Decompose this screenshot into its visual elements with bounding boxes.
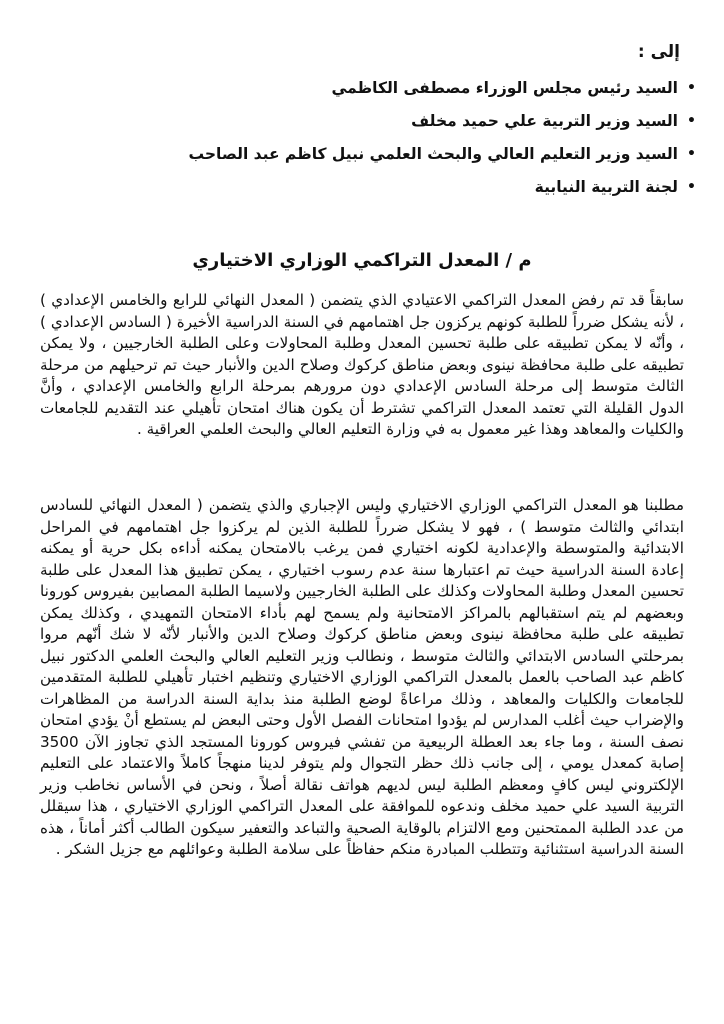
body-paragraph-2: مطلبنا هو المعدل التراكمي الوزاري الاختياري وليس الإجباري والذي يتضمن ( المعدل النهائي للسادس ابتدائي والثالث متوسط ) ، فهو لا يشكل ضرراً للطلبة الذين لم يركزوا جل اهتمامهم في المراحل الابتدائية والمتوسطة والإعدادية لكونه اختياري فمن يرغب بالامتحان يمكنه أداءه بكل حرية أو يمكنه إعادة السنة الدراسية حيث تم اعتبارها سنة عدم رسوب اختياري ، يمكن تطبيق هذا المعدل على طلبة تحسين المعدل وطلبة المحاولات وكذلك على الطلبة الخارجيين ولاسيما الطلبة المصابين بفيروس كورونا وبعضهم لم يتم استقبالهم بالمراكز الامتحانية ولم يسمح لهم بأداء الامتحان التمهيدي ، وكذلك يمكن تطبيقه على طلبة محافظة نينوى وبعض مناطق كركوك وصلاح الدين والأنبار لأنّه لا شك أنّهم مروا بمرحلتي السادس الابتدائي والثالث متوسط ، ونطالب وزير التعليم العالي والبحث العلمي الدكتور نبيل كاظم عبد الصاحب بالعمل بالمعدل التراكمي الوزاري الاختياري وتنظيم اختبار تأهيلي للطلبة المتقدمين للجامعات والكليات والمعاهد ، وذلك مراعاةً لوضع الطلبة منذ بداية السنة الدراسة من المظاهرات والإضراب حيث أغلب المدارس لم يؤدوا امتحانات الفصل الأول وحتى البعض لم يستطع أنْ يؤدي امتحان نصف السنة ، وما جاء بعد العطلة الربيعية من تفشي فيروس كورونا المستجد الذي تجاوز الآن 3500 إصابة كمعدل يومي ، إلى جانب ذلك حظر التجوال ولم يتوفر لدينا منهجاً كاملاً والاعتماد على التعليم الإلكتروني ليس كافٍ ومعظم الطلبة ليس لديهم هواتف نقالة أصلاً ، ونحن في الأساس نخاطب وزير التربية السيد علي حميد مخلف وندعوه للموافقة على المعدل التراكمي الوزاري الاختياري ، هذا سيقلل من عدد الطلبة الممتحنين ومع الالتزام بالوقاية الصحية والتباعد والتعفير سيكون الطالب أكثر أماناً ، هذه السنة الدراسية استثنائية وتتطلب المبادرة منكم حفاظاً على سلامة الطلبة وعوائلهم مع جزيل الشكر . xyxy=(40,496,684,858)
bullet-icon: • xyxy=(687,146,696,162)
body-paragraph-1: سابقاً قد تم رفض المعدل التراكمي الاعتيادي الذي يتضمن ( المعدل النهائي للرابع والخامس الإعدادي ) ، لأنه يشكل ضرراً للطلبة كونهم يركزون جل اهتمامهم في السنة الدراسية الأخيرة ( السادس الإعدادي ) ، وأنّه لا يمكن تطبيقه على طلبة تحسين المعدل وطلبة المحاولات وعلى الطلبة الخارجيين ، ولا يمكن تطبيقه على طلبة محافظة نينوى وبعض مناطق كركوك وصلاح الدين والأنبار حيث تم ترحيلهم من مرحلة الثالث متوسط إلى مرحلة السادس الإعدادي دون مرورهم بمرحلة الرابع والخامس الإعدادي ، وأنَّ الدول القليلة التي تعتمد المعدل التراكمي تشترط أن يكون هناك امتحان تأهيلي عند التقديم للجامعات والكليات والمعاهد وهذا غير معمول به في وزارة التعليم العالي والبحث العلمي العراقية . xyxy=(40,291,684,438)
recipient-item xyxy=(188,72,696,105)
addressee-heading: إلى : xyxy=(637,42,680,62)
bullet-icon: • xyxy=(687,80,696,96)
recipient-item xyxy=(188,171,696,204)
recipient-name: لجنة التربية النيابية xyxy=(534,178,678,196)
bullet-icon: • xyxy=(687,179,696,195)
recipient-item xyxy=(188,105,696,138)
subject-line: م / المعدل التراكمي الوزاري الاختياري xyxy=(192,250,532,271)
recipient-name: السيد رئيس مجلس الوزراء مصطفى الكاظمي xyxy=(331,79,678,97)
recipient-item xyxy=(188,138,696,171)
recipient-name: السيد وزير التعليم العالي والبحث العلمي نبيل كاظم عبد الصاحب xyxy=(188,145,678,163)
recipient-name: السيد وزير التربية علي حميد مخلف xyxy=(411,112,678,130)
bullet-icon: • xyxy=(687,113,696,129)
recipient-list xyxy=(188,72,696,204)
